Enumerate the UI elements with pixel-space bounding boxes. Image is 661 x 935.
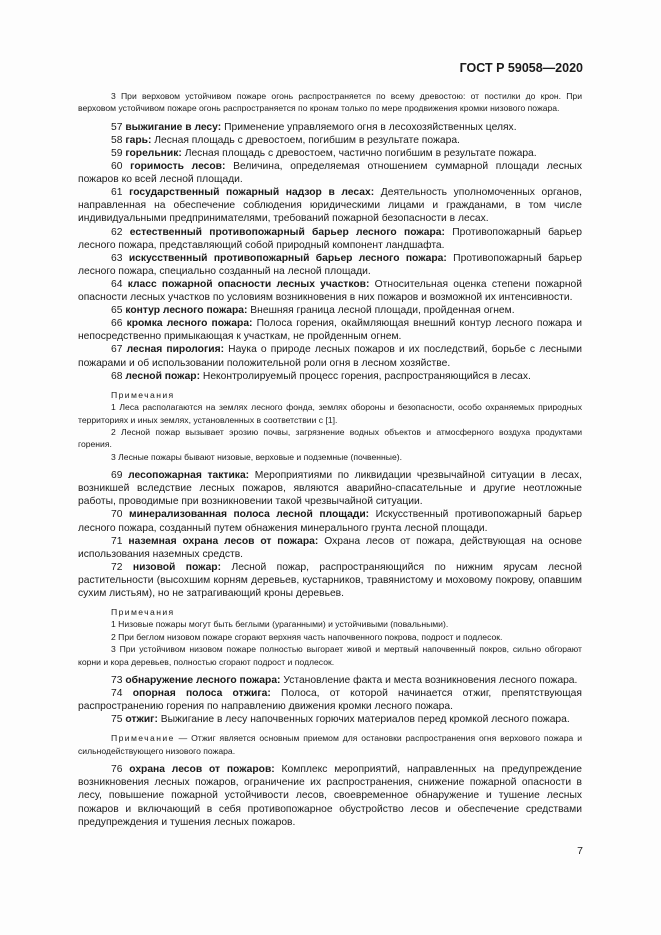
document-body — [78, 90, 582, 829]
term-entry: 69 лесопожарная тактика: Мероприятиями по ликвидации чрезвычайной ситуации в лесах, возникшей вследствие лесных пожаров, являются аварийно-спасательные и другие неотложные работы, проводимые при возникновении такой чрезвычайной ситуации. — [78, 470, 582, 508]
top-note — [78, 90, 582, 115]
term-entry: 57 выжигание в лесу: Применение управляемого огня в лесохозяйственных целях. — [111, 121, 517, 133]
page-number: 7 — [577, 845, 583, 857]
term-entry: 70 минерализованная полоса лесной площади: Искусственный противопожарный барьер лесного пожара, созданный путем обнажения минерального грунта лесной площади. — [78, 509, 582, 534]
term-entry: 67 лесная пирология: Наука о природе лесных пожаров и их последствий, борьбе с лесными пожарами и об использовании положительной роли огня в лесном хозяйстве. — [78, 344, 582, 369]
term-entry: 62 естественный противопожарный барьер лесного пожара: Противопожарный барьер лесного пожара, представляющий собой природный компонент ландшафта. — [78, 226, 582, 251]
notes-block-3 — [78, 732, 582, 757]
term-entry: 61 государственный пожарный надзор в лесах: Деятельность уполномоченных органов, направленная на обеспечение соблюдения юридическими лицами и гражданами, в том числе индивидуальными предпринимателями, требований пожарной безопасности в лесах. — [78, 187, 582, 225]
term-entry: 74 опорная полоса отжига: Полоса, от которой начинается отжиг, препятствующая распространению горения по направлению движения кромки лесного пожара. — [78, 688, 582, 713]
note-label: Примечание — [111, 733, 175, 744]
term-entry: 75 отжиг: Выжигание в лесу напочвенных горючих материалов перед кромкой лесного пожара. — [111, 714, 570, 726]
term-entry: 65 контур лесного пожара: Внешняя граница лесной площади, пройденная огнем. — [111, 305, 515, 317]
term-entry: 63 искусственный противопожарный барьер лесного пожара: Противопожарный барьер лесного пожара, специально созданный на лесной площади. — [78, 252, 582, 277]
term-entry: 59 горельник: Лесная площадь с древостоем, частично погибшим в результате пожара. — [111, 148, 537, 159]
note-item: 3 При устойчивом низовом пожаре полностью выгорает живой и мертвый напочвенный покров, сильно обгорают корни и кора деревьев, полностью сгорают подрост и подлесок. — [78, 644, 582, 667]
note-text: — Отжиг является основным приемом для остановки распространения огня верхового пожара и сильнодействующего низового пожара. — [78, 733, 583, 756]
note-item: 1 Низовые пожары могут быть беглыми (ураганными) и устойчивыми (повальными). — [111, 619, 449, 630]
entries-group-2 — [78, 469, 582, 600]
term-entry: 72 низовой пожар: Лесной пожар, распространяющийся по нижним ярусам лесной растительности (высохшим корням деревьев, кустарников, травянистому и моховому покрову, опавшим сухим листьям), но не затрагивающий кроны деревьев. — [78, 561, 582, 599]
note-item: 2 При беглом низовом пожаре сгорают верхняя часть напочвенного покрова, подрост и подлесок. — [111, 631, 503, 642]
note-item: 2 Лесной пожар вызывает эрозию почвы, загрязнение водных объектов и атмосферного воздуха продуктами горения. — [78, 426, 582, 450]
entries-group-1 — [78, 121, 582, 383]
top-note-text: 3 При верховом устойчивом пожаре огонь распространяется по всему древостою: от постилки до крон. При верховом устойчивом пожаре огонь распространяется по кронам только по мере продвижения кромки низового пожара. — [78, 91, 582, 114]
entries-group-4 — [78, 763, 582, 828]
term-entry: 60 горимость лесов: Величина, определяемая отношением суммарной площади лесных пожаров ко всей лесной площади. — [78, 161, 582, 186]
note-single — [78, 732, 582, 757]
term-entry: 58 гарь: Лесная площадь с древостоем, погибшим в результате пожара. — [111, 134, 460, 146]
note-item: 1 Леса располагаются на землях лесного фонда, землях обороны и безопасности, особо охраняемых природных территориях и иных землях, установленных в соответствии с [1]. — [78, 402, 582, 425]
term-entry: 68 лесной пожар: Неконтролируемый процесс горения, распространяющийся в лесах. — [111, 370, 531, 382]
notes-block-1 — [78, 389, 582, 463]
notes-title: Примечания — [111, 607, 175, 618]
term-entry: 64 класс пожарной опасности лесных участков: Относительная оценка степени пожарной опасности лесных участков по условиям возникновения в них пожаров и возможной их интенсивности. — [78, 278, 582, 304]
notes-title: Примечания — [111, 389, 175, 400]
term-entry: 73 обнаружение лесного пожара: Установление факта и места возникновения лесного пожара. — [111, 675, 578, 687]
notes-block-2 — [78, 606, 582, 668]
entries-group-3 — [78, 674, 582, 726]
term-entry: 66 кромка лесного пожара: Полоса горения, окаймляющая внешний контур лесного пожара и непосредственно примыкающая к участкам, не пройденным огнем. — [78, 318, 582, 343]
term-entry: 71 наземная охрана лесов от пожара: Охрана лесов от пожара, действующая на основе использования наземных средств. — [78, 535, 582, 560]
note-item: 3 Лесные пожары бывают низовые, верховые и подземные (почвенные). — [111, 451, 402, 462]
standard-designation: ГОСТ Р 59058—2020 — [459, 61, 583, 75]
term-entry: 76 охрана лесов от пожаров: Комплекс мероприятий, направленных на предупреждение возникновения лесных пожаров, ограничение их распространения, снижение пожарной опасности в лесу, повышение пожарной устойчивости лесов, своевременное обнаружение и тушение лесных пожаров и включающий в себя противопожарное обустройство лесов и обеспечение средствами предупреждения и тушения лесных пожаров. — [78, 764, 582, 828]
